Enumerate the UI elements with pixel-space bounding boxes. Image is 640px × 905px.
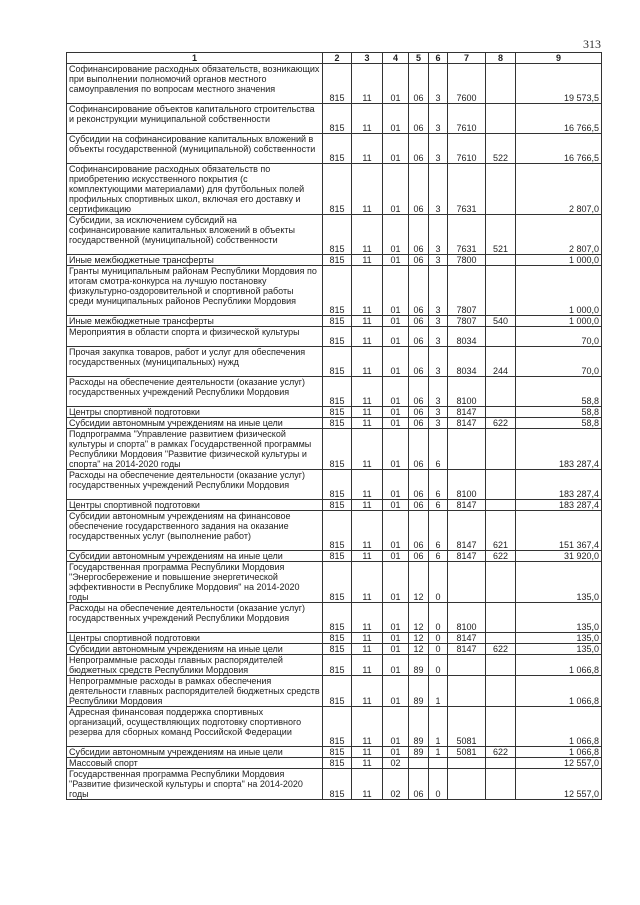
row-code-c4: 01 [383, 255, 409, 266]
row-code-c5: 06 [409, 429, 429, 470]
row-amount: 135,0 [516, 562, 602, 603]
row-code-c6 [429, 758, 448, 769]
row-code-c5: 06 [409, 104, 429, 134]
row-description: Государственная программа Республики Мордовия "Развитие физической культуры и спорта" на 2014-2020 годы [67, 769, 323, 800]
row-code-c5: 12 [409, 633, 429, 644]
row-code-c2: 815 [323, 347, 352, 377]
row-code-c7: 7807 [448, 316, 486, 327]
row-code-c3: 11 [352, 407, 383, 418]
row-code-c4: 01 [383, 707, 409, 747]
row-description: Центры спортивной подготовки [67, 500, 323, 511]
table-row [67, 562, 602, 603]
row-code-c4: 01 [383, 603, 409, 633]
row-code-c8 [486, 562, 516, 603]
row-code-c8 [486, 255, 516, 266]
budget-table [66, 52, 602, 800]
row-code-c3: 11 [352, 327, 383, 347]
table-row [67, 676, 602, 707]
row-amount: 151 367,4 [516, 511, 602, 551]
row-code-c7 [448, 655, 486, 676]
row-code-c7: 8147 [448, 644, 486, 655]
row-code-c2: 815 [323, 551, 352, 562]
row-code-c5: 12 [409, 562, 429, 603]
table-row [67, 407, 602, 418]
row-code-c7: 8034 [448, 327, 486, 347]
row-description: Мероприятия в области спорта и физической культуры [67, 327, 323, 347]
row-code-c5: 06 [409, 418, 429, 429]
row-description: Софинансирование расходных обязательств, возникающих при выполнении полномочий органов местного самоуправления по вопросам местного значения [67, 64, 323, 104]
row-code-c8: 622 [486, 551, 516, 562]
row-amount: 31 920,0 [516, 551, 602, 562]
row-code-c4: 01 [383, 134, 409, 164]
row-code-c4: 01 [383, 64, 409, 104]
row-amount: 1 000,0 [516, 316, 602, 327]
row-code-c4: 01 [383, 551, 409, 562]
row-amount: 70,0 [516, 327, 602, 347]
row-code-c7: 5081 [448, 747, 486, 758]
row-description: Расходы на обеспечение деятельности (оказание услуг) государственных учреждений Республики Мордовия [67, 603, 323, 633]
row-code-c2: 815 [323, 418, 352, 429]
row-amount: 2 807,0 [516, 215, 602, 255]
table-row [67, 316, 602, 327]
row-code-c6: 3 [429, 418, 448, 429]
row-code-c3: 11 [352, 215, 383, 255]
row-description: Субсидии автономным учреждениям на иные цели [67, 418, 323, 429]
table-row [67, 769, 602, 800]
row-code-c8 [486, 407, 516, 418]
row-code-c4: 01 [383, 470, 409, 500]
row-code-c2: 815 [323, 655, 352, 676]
row-description: Софинансирование объектов капитального строительства и реконструкции муниципальной собственности [67, 104, 323, 134]
row-description: Подпрограмма "Управление развитием физической культуры и спорта" в рамках Государственной программы Республики Мордовия "Развитие физической культуры и спорта" на 2014-2020 годы [67, 429, 323, 470]
row-amount: 19 573,5 [516, 64, 602, 104]
table-row [67, 164, 602, 215]
row-code-c4: 01 [383, 747, 409, 758]
row-amount: 58,8 [516, 418, 602, 429]
row-code-c2: 815 [323, 215, 352, 255]
row-code-c2: 815 [323, 255, 352, 266]
row-code-c3: 11 [352, 747, 383, 758]
row-code-c2: 815 [323, 327, 352, 347]
row-description: Массовый спорт [67, 758, 323, 769]
row-code-c3: 11 [352, 758, 383, 769]
row-code-c7 [448, 769, 486, 800]
row-code-c8: 622 [486, 644, 516, 655]
row-code-c5: 12 [409, 644, 429, 655]
row-code-c8 [486, 707, 516, 747]
row-code-c7: 7631 [448, 215, 486, 255]
row-description: Адресная финансовая поддержка спортивных организаций, осуществляющих подготовку спортивного резерва для сборных команд Российской Федерации [67, 707, 323, 747]
row-code-c2: 815 [323, 377, 352, 407]
row-code-c8: 244 [486, 347, 516, 377]
row-code-c8 [486, 377, 516, 407]
row-description: Непрограммные расходы главных распорядителей бюджетных средств Республики Мордовия [67, 655, 323, 676]
row-code-c6: 0 [429, 769, 448, 800]
row-code-c7: 8100 [448, 603, 486, 633]
row-amount: 2 807,0 [516, 164, 602, 215]
row-description: Субсидии автономным учреждениям на иные цели [67, 551, 323, 562]
row-code-c5: 89 [409, 747, 429, 758]
table-row [67, 64, 602, 104]
row-code-c6: 3 [429, 215, 448, 255]
table-row [67, 418, 602, 429]
row-code-c7: 7610 [448, 104, 486, 134]
row-code-c7: 7600 [448, 64, 486, 104]
row-code-c6: 6 [429, 511, 448, 551]
row-amount: 12 557,0 [516, 758, 602, 769]
row-code-c6: 3 [429, 316, 448, 327]
row-description: Софинансирование расходных обязательств по приобретению искусственного покрытия (с комплектующими материалами) для футбольных полей профильных спортивных школ, включая его доставку и сертификацию [67, 164, 323, 215]
row-code-c2: 815 [323, 633, 352, 644]
row-description: Иные межбюджетные трансферты [67, 316, 323, 327]
row-code-c4: 01 [383, 266, 409, 316]
row-code-c2: 815 [323, 769, 352, 800]
row-code-c5: 89 [409, 707, 429, 747]
row-code-c5: 06 [409, 551, 429, 562]
row-code-c2: 815 [323, 500, 352, 511]
table-row [67, 747, 602, 758]
row-code-c3: 11 [352, 104, 383, 134]
header-cell: 6 [429, 53, 448, 64]
row-code-c6: 1 [429, 676, 448, 707]
row-code-c7: 5081 [448, 707, 486, 747]
row-code-c4: 01 [383, 676, 409, 707]
row-code-c3: 11 [352, 470, 383, 500]
row-code-c4: 01 [383, 511, 409, 551]
row-code-c8: 622 [486, 418, 516, 429]
row-code-c5: 06 [409, 769, 429, 800]
row-code-c7: 7631 [448, 164, 486, 215]
row-code-c6: 3 [429, 407, 448, 418]
row-code-c6: 3 [429, 377, 448, 407]
row-code-c3: 11 [352, 429, 383, 470]
row-code-c4: 01 [383, 407, 409, 418]
row-amount: 183 287,4 [516, 500, 602, 511]
row-description: Прочая закупка товаров, работ и услуг для обеспечения государственных (муниципальных) нужд [67, 347, 323, 377]
row-amount: 183 287,4 [516, 470, 602, 500]
row-code-c8 [486, 164, 516, 215]
row-code-c6: 6 [429, 470, 448, 500]
row-code-c8 [486, 769, 516, 800]
row-code-c8 [486, 655, 516, 676]
table-row [67, 429, 602, 470]
row-code-c5: 06 [409, 266, 429, 316]
row-description: Центры спортивной подготовки [67, 633, 323, 644]
row-code-c6: 0 [429, 655, 448, 676]
row-code-c2: 815 [323, 407, 352, 418]
table-row [67, 470, 602, 500]
row-code-c3: 11 [352, 551, 383, 562]
row-code-c7 [448, 758, 486, 769]
row-code-c2: 815 [323, 747, 352, 758]
table-row [67, 255, 602, 266]
row-description: Расходы на обеспечение деятельности (оказание услуг) государственных учреждений Республики Мордовия [67, 377, 323, 407]
row-code-c7: 8147 [448, 500, 486, 511]
row-amount: 135,0 [516, 633, 602, 644]
row-code-c3: 11 [352, 511, 383, 551]
row-code-c3: 11 [352, 255, 383, 266]
row-code-c6: 3 [429, 255, 448, 266]
table-header-row [67, 53, 602, 64]
row-code-c5: 06 [409, 327, 429, 347]
row-description: Субсидии автономным учреждениям на иные цели [67, 747, 323, 758]
row-code-c2: 815 [323, 104, 352, 134]
row-code-c3: 11 [352, 644, 383, 655]
row-code-c4: 01 [383, 562, 409, 603]
row-code-c8 [486, 64, 516, 104]
row-code-c6: 3 [429, 64, 448, 104]
row-code-c7: 8147 [448, 418, 486, 429]
row-code-c5: 89 [409, 676, 429, 707]
table-row [67, 327, 602, 347]
row-amount: 58,8 [516, 377, 602, 407]
row-code-c3: 11 [352, 164, 383, 215]
row-code-c3: 11 [352, 134, 383, 164]
row-description: Иные межбюджетные трансферты [67, 255, 323, 266]
table-row [67, 603, 602, 633]
row-code-c4: 02 [383, 769, 409, 800]
row-amount: 16 766,5 [516, 104, 602, 134]
table-row [67, 266, 602, 316]
row-code-c3: 11 [352, 562, 383, 603]
row-code-c3: 11 [352, 347, 383, 377]
row-code-c3: 11 [352, 769, 383, 800]
row-code-c8 [486, 676, 516, 707]
row-code-c4: 01 [383, 164, 409, 215]
row-code-c6: 1 [429, 747, 448, 758]
row-code-c3: 11 [352, 500, 383, 511]
header-cell: 9 [516, 53, 602, 64]
row-code-c4: 01 [383, 347, 409, 377]
table-row [67, 758, 602, 769]
row-amount: 12 557,0 [516, 769, 602, 800]
header-cell: 3 [352, 53, 383, 64]
row-code-c4: 01 [383, 327, 409, 347]
row-description: Субсидии автономным учреждениям на иные цели [67, 644, 323, 655]
row-code-c5 [409, 758, 429, 769]
row-code-c4: 01 [383, 500, 409, 511]
row-code-c4: 01 [383, 644, 409, 655]
row-description: Непрограммные расходы в рамках обеспечения деятельности главных распорядителей бюджетных средств Республики Мордовия [67, 676, 323, 707]
row-code-c3: 11 [352, 64, 383, 104]
row-code-c4: 01 [383, 633, 409, 644]
row-code-c6: 3 [429, 164, 448, 215]
row-code-c2: 815 [323, 266, 352, 316]
row-code-c5: 06 [409, 377, 429, 407]
row-code-c5: 06 [409, 164, 429, 215]
row-amount: 183 287,4 [516, 429, 602, 470]
row-code-c7: 7807 [448, 266, 486, 316]
row-code-c5: 06 [409, 134, 429, 164]
row-code-c5: 06 [409, 316, 429, 327]
row-code-c2: 815 [323, 562, 352, 603]
row-code-c6: 3 [429, 104, 448, 134]
row-code-c4: 01 [383, 316, 409, 327]
row-code-c3: 11 [352, 603, 383, 633]
header-cell: 5 [409, 53, 429, 64]
row-code-c8 [486, 758, 516, 769]
row-code-c7: 7610 [448, 134, 486, 164]
table-row [67, 644, 602, 655]
row-code-c6: 1 [429, 707, 448, 747]
row-code-c2: 815 [323, 676, 352, 707]
table-row [67, 655, 602, 676]
row-code-c5: 06 [409, 500, 429, 511]
row-code-c5: 06 [409, 215, 429, 255]
row-code-c4: 01 [383, 418, 409, 429]
row-code-c8: 540 [486, 316, 516, 327]
row-description: Государственная программа Республики Мордовия "Энергосбережение и повышение энергетической эффективности в Республике Мордовия" на 2014-2020 годы [67, 562, 323, 603]
row-amount: 1 066,8 [516, 676, 602, 707]
row-code-c2: 815 [323, 134, 352, 164]
row-code-c6: 6 [429, 429, 448, 470]
row-code-c2: 815 [323, 603, 352, 633]
row-code-c7: 8147 [448, 407, 486, 418]
row-code-c7: 8100 [448, 470, 486, 500]
row-code-c7: 8147 [448, 633, 486, 644]
row-code-c5: 06 [409, 511, 429, 551]
row-code-c8 [486, 429, 516, 470]
row-description: Расходы на обеспечение деятельности (оказание услуг) государственных учреждений Республики Мордовия [67, 470, 323, 500]
row-description: Субсидии автономным учреждениям на финансовое обеспечение государственного задания на оказание государственных услуг (выполнение работ) [67, 511, 323, 551]
row-code-c5: 06 [409, 347, 429, 377]
row-code-c3: 11 [352, 266, 383, 316]
row-code-c3: 11 [352, 633, 383, 644]
row-amount: 135,0 [516, 603, 602, 633]
row-code-c8 [486, 603, 516, 633]
row-code-c7: 8034 [448, 347, 486, 377]
row-code-c4: 01 [383, 655, 409, 676]
row-code-c2: 815 [323, 429, 352, 470]
row-code-c5: 06 [409, 470, 429, 500]
row-code-c4: 01 [383, 377, 409, 407]
row-code-c5: 12 [409, 603, 429, 633]
row-code-c6: 6 [429, 500, 448, 511]
row-amount: 58,8 [516, 407, 602, 418]
row-code-c2: 815 [323, 511, 352, 551]
row-code-c8 [486, 500, 516, 511]
table-row [67, 134, 602, 164]
row-code-c7 [448, 429, 486, 470]
row-code-c5: 06 [409, 64, 429, 104]
table-row [67, 551, 602, 562]
row-code-c8 [486, 327, 516, 347]
row-code-c6: 0 [429, 603, 448, 633]
row-code-c7: 8147 [448, 511, 486, 551]
row-code-c8 [486, 266, 516, 316]
header-cell: 4 [383, 53, 409, 64]
row-code-c5: 06 [409, 255, 429, 266]
row-code-c5: 89 [409, 655, 429, 676]
row-amount: 1 000,0 [516, 255, 602, 266]
row-code-c7: 8100 [448, 377, 486, 407]
table-row [67, 104, 602, 134]
table-row [67, 347, 602, 377]
row-code-c8: 521 [486, 215, 516, 255]
table-row [67, 633, 602, 644]
row-code-c2: 815 [323, 644, 352, 655]
header-cell: 2 [323, 53, 352, 64]
row-code-c6: 0 [429, 644, 448, 655]
table-row [67, 377, 602, 407]
row-code-c4: 02 [383, 758, 409, 769]
row-code-c3: 11 [352, 707, 383, 747]
row-code-c8: 522 [486, 134, 516, 164]
row-description: Субсидии, за исключением субсидий на софинансирование капитальных вложений в объекты государственной (муниципальной) собственности [67, 215, 323, 255]
row-amount: 135,0 [516, 644, 602, 655]
row-description: Субсидии на софинансирование капитальных вложений в объекты государственной (муниципальной) собственности [67, 134, 323, 164]
row-code-c6: 3 [429, 266, 448, 316]
row-amount: 1 066,8 [516, 747, 602, 758]
row-code-c4: 01 [383, 429, 409, 470]
row-code-c7 [448, 562, 486, 603]
row-code-c3: 11 [352, 377, 383, 407]
row-code-c6: 0 [429, 633, 448, 644]
row-code-c2: 815 [323, 758, 352, 769]
row-code-c4: 01 [383, 104, 409, 134]
header-cell: 1 [67, 53, 323, 64]
row-code-c2: 815 [323, 316, 352, 327]
row-code-c3: 11 [352, 676, 383, 707]
row-code-c4: 01 [383, 215, 409, 255]
table-row [67, 500, 602, 511]
row-code-c3: 11 [352, 418, 383, 429]
row-code-c7: 8147 [448, 551, 486, 562]
row-amount: 1 000,0 [516, 266, 602, 316]
row-code-c2: 815 [323, 64, 352, 104]
row-amount: 16 766,5 [516, 134, 602, 164]
row-description: Центры спортивной подготовки [67, 407, 323, 418]
row-amount: 1 066,8 [516, 655, 602, 676]
page-number: 313 [583, 37, 601, 51]
row-code-c8 [486, 470, 516, 500]
row-code-c6: 3 [429, 134, 448, 164]
header-cell: 8 [486, 53, 516, 64]
row-amount: 1 066,8 [516, 707, 602, 747]
table-row [67, 707, 602, 747]
row-code-c6: 3 [429, 347, 448, 377]
row-code-c5: 06 [409, 407, 429, 418]
row-code-c8: 621 [486, 511, 516, 551]
row-code-c2: 815 [323, 707, 352, 747]
row-code-c2: 815 [323, 470, 352, 500]
row-code-c7: 7800 [448, 255, 486, 266]
row-code-c7 [448, 676, 486, 707]
table-row [67, 511, 602, 551]
header-cell: 7 [448, 53, 486, 64]
row-code-c8 [486, 104, 516, 134]
table-row [67, 215, 602, 255]
row-code-c2: 815 [323, 164, 352, 215]
row-code-c6: 0 [429, 562, 448, 603]
row-code-c8 [486, 633, 516, 644]
row-amount: 70,0 [516, 347, 602, 377]
row-code-c3: 11 [352, 655, 383, 676]
row-code-c3: 11 [352, 316, 383, 327]
row-description: Гранты муниципальным районам Республики Мордовия по итогам смотра-конкурса на лучшую постановку физкультурно-оздоровительной и спортивной работы среди муниципальных районов Республики Мордовия [67, 266, 323, 316]
row-code-c6: 3 [429, 327, 448, 347]
row-code-c6: 6 [429, 551, 448, 562]
row-code-c8: 622 [486, 747, 516, 758]
